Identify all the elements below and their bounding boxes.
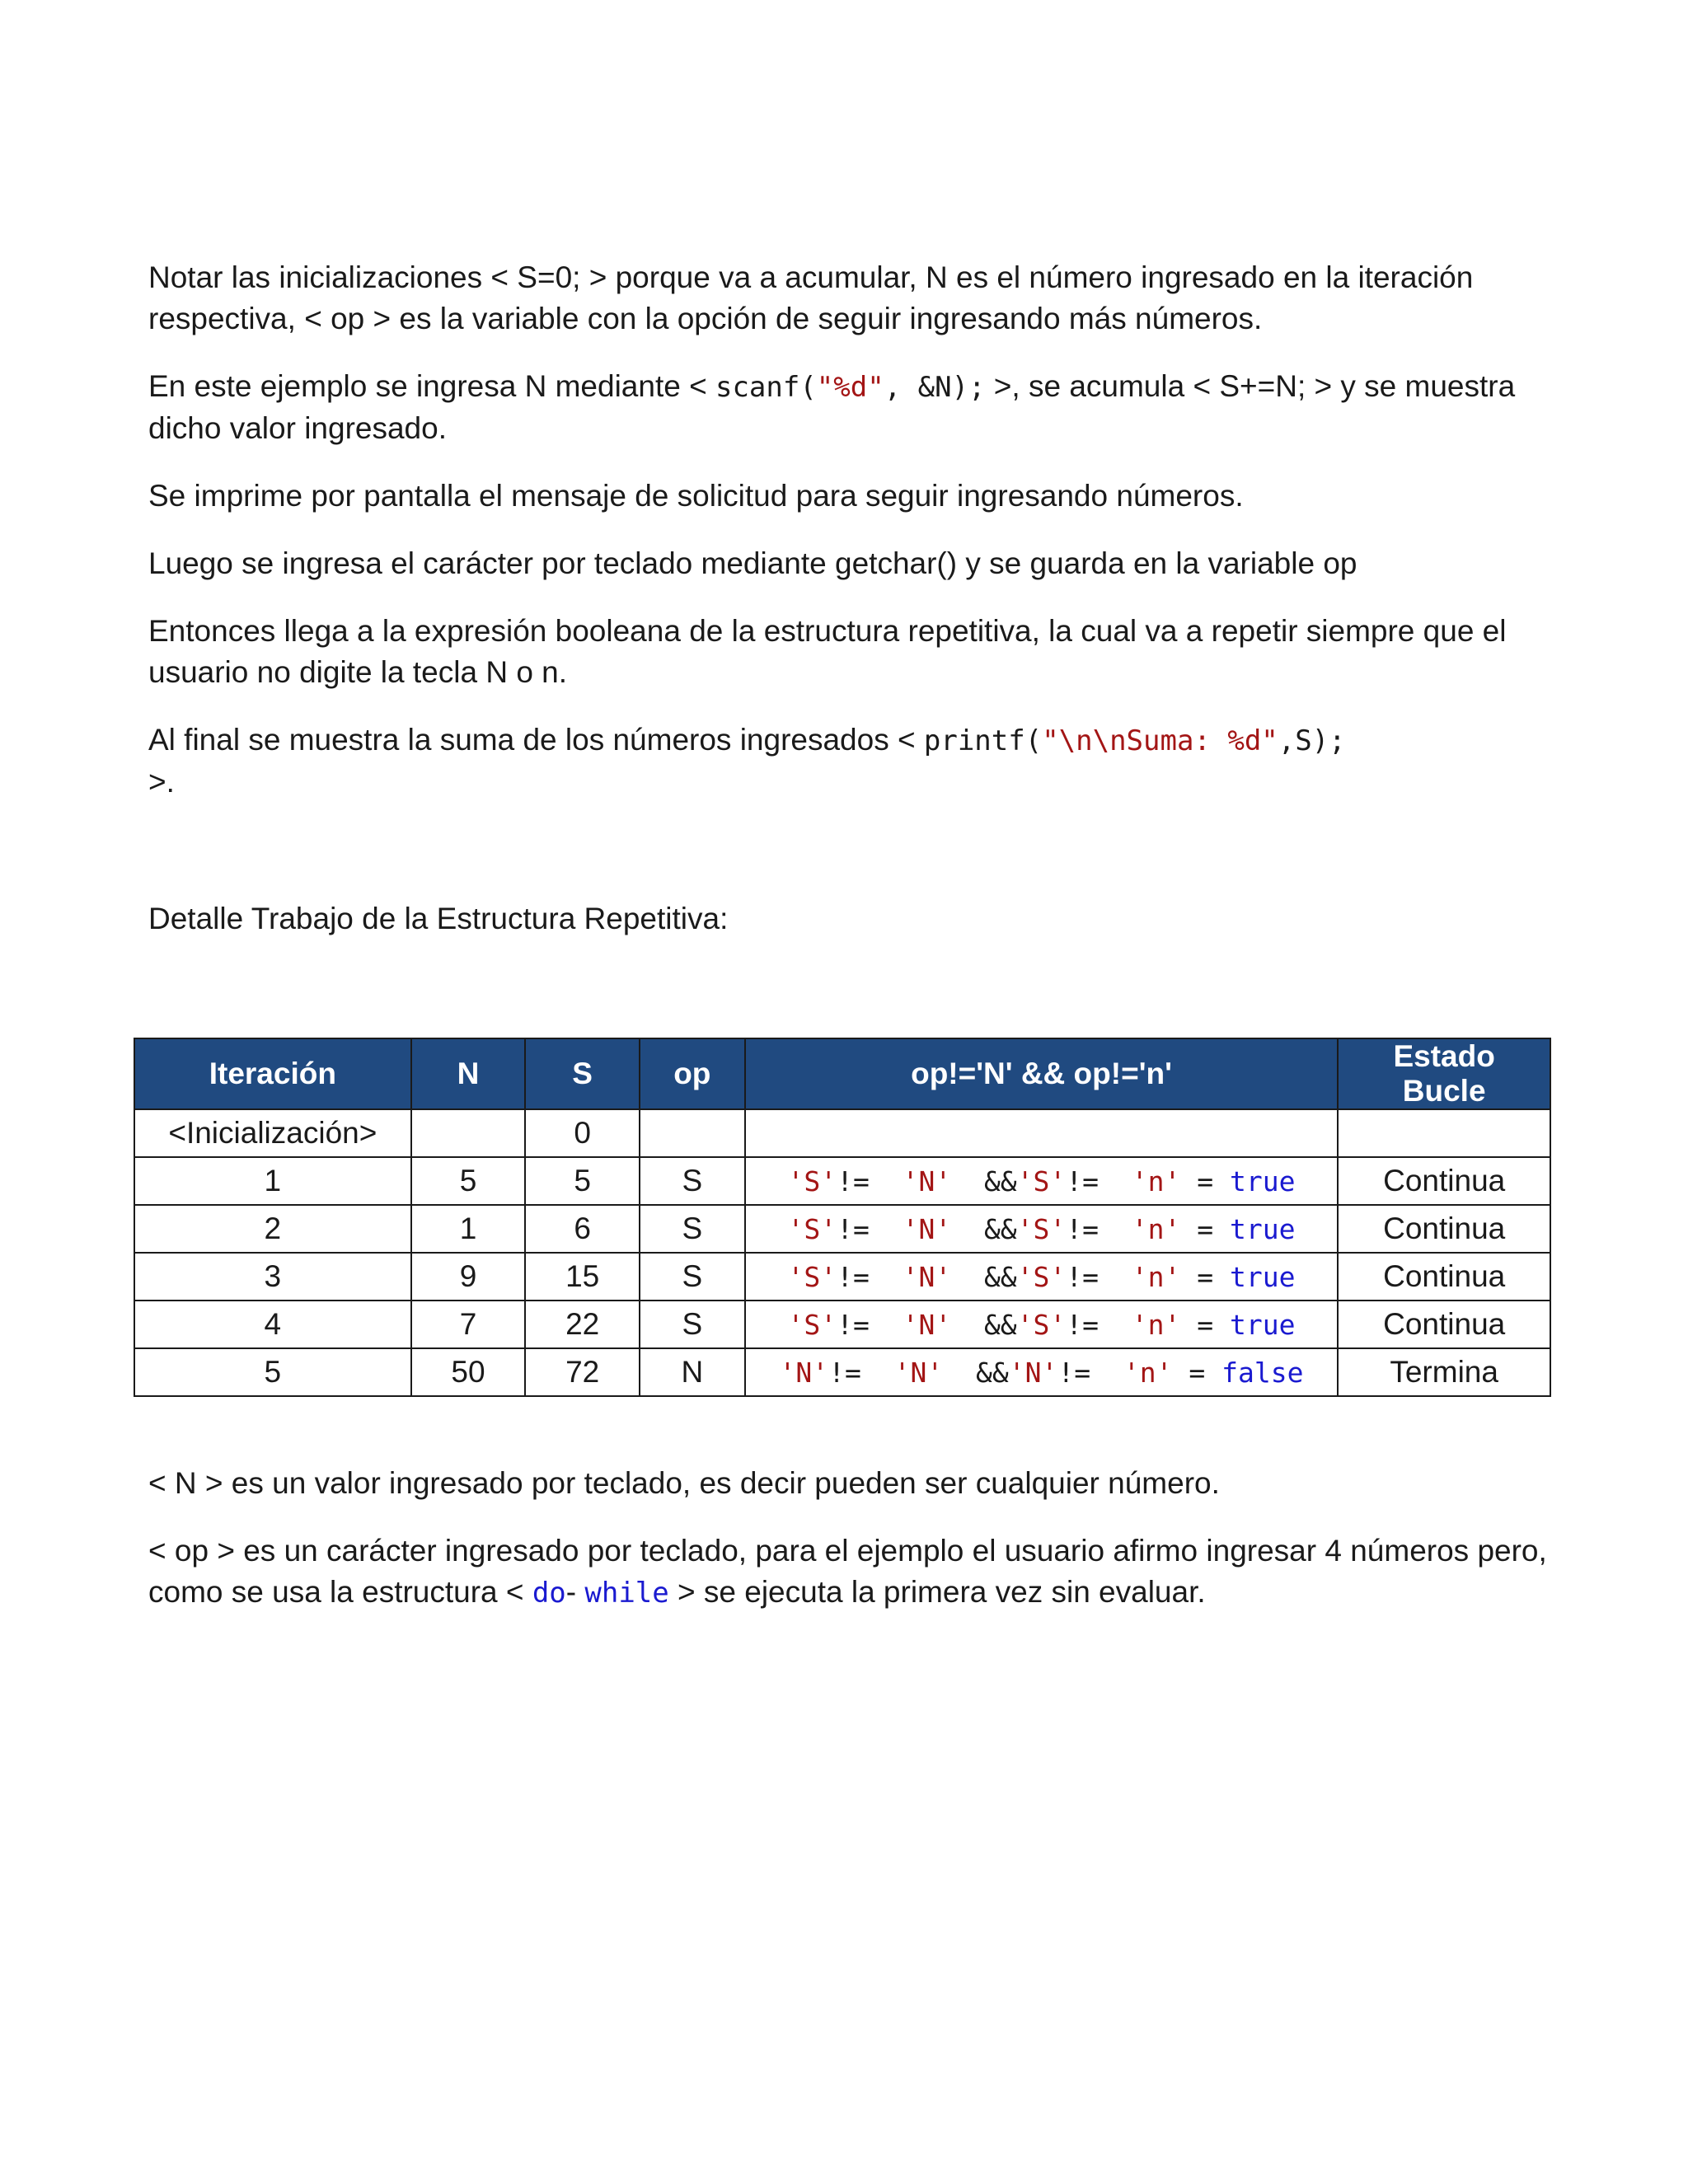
expr-eq: =	[1197, 1308, 1214, 1341]
section-heading: Detalle Trabajo de la Estructura Repetitiva:	[148, 902, 729, 935]
notes-text	[148, 1463, 1550, 1640]
expr-lit3: 'S'	[1016, 1308, 1067, 1341]
expr-ne1: !=	[837, 1308, 870, 1341]
intro-text	[148, 257, 1550, 829]
cell-condition	[745, 1253, 1339, 1301]
expr-ne2: !=	[1066, 1212, 1100, 1245]
paragraph-getchar: Luego se ingresa el carácter por teclado mediante getchar() y se guarda en la variable op	[148, 546, 1357, 580]
expr-ne1: !=	[837, 1212, 870, 1245]
table-row	[134, 1253, 1550, 1301]
text: > se ejecuta la primera vez sin evaluar.	[668, 1575, 1206, 1609]
expr-lit2: 'N'	[902, 1212, 952, 1245]
paragraph-boolean: Entonces llega a la expresión booleana de la estructura repetitiva, la cual va a repetir siempre que el usuario no digite la tecla N o n.	[148, 614, 1507, 689]
cell-condition	[745, 1157, 1339, 1205]
expr-lit1: 'S'	[787, 1212, 837, 1245]
expr-lit2: 'N'	[893, 1356, 944, 1389]
cell-op: S	[640, 1205, 745, 1253]
cell-n: 5	[411, 1157, 526, 1205]
cell-iteracion: 2	[134, 1205, 411, 1253]
expr-eq: =	[1189, 1356, 1206, 1389]
expr-eq: =	[1197, 1260, 1214, 1293]
cell-iteracion: 5	[134, 1348, 411, 1396]
text: -	[565, 1575, 585, 1609]
code-keyword-while: while	[584, 1577, 669, 1610]
cell-n: 50	[411, 1348, 526, 1396]
expr-lit3: 'S'	[1016, 1165, 1067, 1197]
cell-estado: Continua	[1338, 1205, 1550, 1253]
code-string: "%d"	[816, 371, 884, 404]
cell-op: N	[640, 1348, 745, 1396]
cell-s: 15	[525, 1253, 640, 1301]
header-estado-line1: Estado	[1393, 1039, 1495, 1073]
table-header-row	[134, 1038, 1550, 1109]
cell-iteracion: 1	[134, 1157, 411, 1205]
cell-condition	[745, 1109, 1339, 1157]
paragraph-initializations: Notar las inicializaciones < S=0; > porque va a acumular, N es el número ingresado en la iteración respectiva, < op > es la variable con la opción de seguir ingresando más números.	[148, 260, 1474, 335]
expr-and: &&	[976, 1356, 1009, 1389]
expr-result: true	[1230, 1260, 1296, 1293]
cell-condition	[745, 1205, 1339, 1253]
expr-and: &&	[983, 1260, 1017, 1293]
expr-ne2: !=	[1066, 1260, 1100, 1293]
code-scanf	[715, 371, 986, 404]
expr-ne1: !=	[837, 1260, 870, 1293]
cell-s: 72	[525, 1348, 640, 1396]
code-keyword-do: do	[532, 1577, 566, 1610]
expr-and: &&	[983, 1308, 1017, 1341]
cell-n: 9	[411, 1253, 526, 1301]
cell-n	[411, 1109, 526, 1157]
expr-lit2: 'N'	[902, 1260, 952, 1293]
expr-ne1: !=	[837, 1165, 870, 1197]
expr-ne2: !=	[1066, 1308, 1100, 1341]
text: Al final se muestra la suma de los números ingresados <	[148, 723, 924, 757]
header-estado-line2: Bucle	[1402, 1074, 1486, 1108]
expr-lit3: 'S'	[1016, 1212, 1067, 1245]
expr-lit4: 'n'	[1131, 1260, 1181, 1293]
expr-lit1: 'S'	[787, 1308, 837, 1341]
cell-s: 0	[525, 1109, 640, 1157]
cell-op	[640, 1109, 745, 1157]
cell-estado: Continua	[1338, 1157, 1550, 1205]
table-row-init	[134, 1109, 1550, 1157]
expr-and: &&	[983, 1165, 1017, 1197]
cell-iteracion: <Inicialización>	[134, 1109, 411, 1157]
paragraph-prompt: Se imprime por pantalla el mensaje de solicitud para seguir ingresando números.	[148, 479, 1244, 513]
expr-lit1: 'N'	[779, 1356, 829, 1389]
expr-lit2: 'N'	[902, 1165, 952, 1197]
text: En este ejemplo se ingresa N mediante <	[148, 369, 715, 403]
header-estado	[1338, 1038, 1550, 1109]
note-n: < N > es un valor ingresado por teclado, es decir pueden ser cualquier número.	[148, 1466, 1220, 1500]
text: >.	[148, 765, 175, 799]
expr-and: &&	[983, 1212, 1017, 1245]
code-fn: printf(	[923, 724, 1043, 757]
expr-result: true	[1230, 1308, 1296, 1341]
cell-s: 6	[525, 1205, 640, 1253]
cell-estado	[1338, 1109, 1550, 1157]
cell-estado: Termina	[1338, 1348, 1550, 1396]
cell-s: 5	[525, 1157, 640, 1205]
cell-condition	[745, 1301, 1339, 1348]
cell-s: 22	[525, 1301, 640, 1348]
expr-ne2: !=	[1057, 1356, 1091, 1389]
expr-lit4: 'n'	[1131, 1165, 1181, 1197]
cell-estado: Continua	[1338, 1253, 1550, 1301]
cell-iteracion: 3	[134, 1253, 411, 1301]
header-iteracion: Iteración	[134, 1038, 411, 1109]
paragraph-printf	[148, 719, 1550, 803]
cell-op: S	[640, 1253, 745, 1301]
expr-lit1: 'S'	[787, 1260, 837, 1293]
note-op	[148, 1530, 1550, 1614]
header-op: op	[640, 1038, 745, 1109]
cell-iteracion: 4	[134, 1301, 411, 1348]
table-row	[134, 1348, 1550, 1396]
expr-lit3: 'S'	[1016, 1260, 1067, 1293]
expr-eq: =	[1197, 1212, 1214, 1245]
header-condition: op!='N' && op!='n'	[745, 1038, 1339, 1109]
expr-lit1: 'S'	[787, 1165, 837, 1197]
expr-lit4: 'n'	[1131, 1212, 1181, 1245]
table-row	[134, 1157, 1550, 1205]
table-row	[134, 1205, 1550, 1253]
code-printf	[924, 724, 1346, 757]
expr-result: false	[1221, 1356, 1304, 1389]
cell-op: S	[640, 1157, 745, 1205]
cell-estado: Continua	[1338, 1301, 1550, 1348]
cell-condition	[745, 1348, 1339, 1396]
code-fn: scanf(	[715, 371, 817, 404]
expr-result: true	[1230, 1165, 1296, 1197]
code-args: ,S);	[1278, 724, 1346, 757]
expr-eq: =	[1197, 1165, 1214, 1197]
expr-ne2: !=	[1066, 1165, 1100, 1197]
header-s: S	[525, 1038, 640, 1109]
cell-n: 1	[411, 1205, 526, 1253]
code-string: "\n\nSuma: %d"	[1042, 724, 1278, 757]
expr-lit2: 'N'	[902, 1308, 952, 1341]
expr-lit4: 'n'	[1123, 1356, 1173, 1389]
text: < op > es un carácter ingresado por teclado, para el ejemplo el usuario afirmo ingresar 4 números pero, como se usa la estructura <	[148, 1534, 1547, 1609]
header-n: N	[411, 1038, 526, 1109]
text: >, se acumula < S+=N; > y se muestra dicho valor ingresado.	[148, 369, 1516, 445]
expr-lit3: 'N'	[1008, 1356, 1058, 1389]
paragraph-scanf	[148, 366, 1550, 449]
expr-result: true	[1230, 1212, 1296, 1245]
code-args: , &N);	[884, 371, 986, 404]
table-row	[134, 1301, 1550, 1348]
expr-lit4: 'n'	[1131, 1308, 1181, 1341]
cell-op: S	[640, 1301, 745, 1348]
expr-ne1: !=	[828, 1356, 861, 1389]
cell-n: 7	[411, 1301, 526, 1348]
iteration-table	[134, 1038, 1551, 1397]
